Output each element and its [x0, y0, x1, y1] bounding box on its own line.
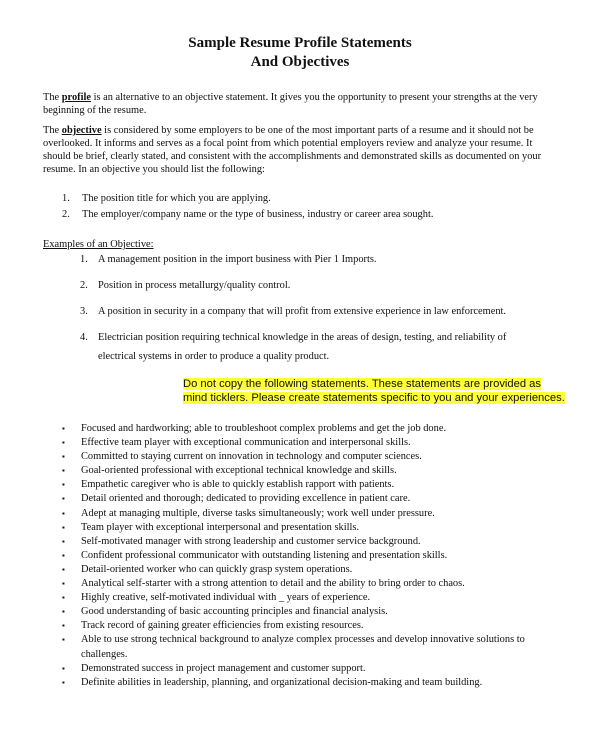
list-item: [62, 192, 532, 205]
title-line-2: And Objectives: [250, 54, 350, 70]
bullet-icon: ▪: [62, 663, 65, 673]
bullet-text: Confident professional communicator with outstanding listening and presentation skills.: [81, 549, 448, 561]
list-item: [80, 328, 520, 366]
objective-keyword: objective: [61, 125, 102, 136]
bullet-item: [62, 676, 542, 690]
highlighted-note: [183, 377, 568, 405]
bullet-item: [62, 577, 542, 591]
objective-pre: The: [43, 125, 62, 136]
bullet-icon: ▪: [62, 508, 65, 518]
bullet-icon: ▪: [62, 677, 65, 687]
note-line-1: Do not copy the following statements. These statements are provided as: [183, 378, 541, 390]
bullet-text: Focused and hardworking; able to troubleshoot complex problems and get the job done.: [81, 423, 447, 434]
list-number: 1.: [80, 254, 88, 265]
page-title: [0, 34, 600, 72]
list-text: Electrician position requiring technical knowledge in the areas of design, testing, and reliability of electrical systems in order to produce a quality product.: [98, 332, 507, 362]
profile-keyword: profile: [61, 92, 92, 103]
bullet-icon: ▪: [62, 564, 65, 574]
bullet-text: Detail-oriented worker who can quickly grasp system operations.: [81, 563, 353, 575]
bullet-item: [62, 633, 542, 661]
examples-title: Examples of an Objective: [43, 239, 151, 250]
bullet-text: Analytical self-starter with a strong attention to detail and the ability to bring order to chaos.: [81, 578, 465, 590]
bullet-icon: ▪: [62, 438, 65, 448]
bullet-icon: ▪: [62, 579, 65, 589]
profile-paragraph: [43, 91, 543, 117]
bullet-item: [62, 563, 542, 577]
list-text: The employer/company name or the type of business, industry or career area sought.: [82, 209, 434, 220]
profile-pre: The: [43, 92, 62, 103]
bullet-text: Team player with exceptional interpersonal and presentation skills.: [81, 521, 359, 533]
bullet-text: Committed to staying current on innovation in technology and computer sciences.: [81, 451, 422, 463]
bullet-item: [62, 549, 542, 563]
bullet-item: [62, 521, 542, 535]
bullet-text: Able to use strong technical background to analyze complex processes and develop innovative solutions to challenges.: [81, 634, 525, 660]
objective-paragraph: [43, 124, 543, 176]
bullet-item: [62, 619, 542, 633]
bullet-item: [62, 478, 542, 492]
bullet-icon: ▪: [62, 536, 65, 546]
list-item: [80, 276, 520, 295]
list-number: 1.: [62, 193, 70, 204]
list-text: Position in process metallurgy/quality control.: [98, 280, 291, 291]
list-text: A position in security in a company that will profit from extensive experience in law enforcement.: [98, 306, 506, 317]
examples-colon: :: [150, 239, 154, 250]
objective-post: is considered by some employers to be one of the most important parts of a resume and it should not be overlooked. It informs and serves as a focal point from which potential employers review and analyze your resume. It should be brief, clearly stated, and consistent with the accomplishments and demonstrated skills as documented on your resume. In an objective you should list the following:: [43, 125, 542, 175]
bullet-text: Track record of gaining greater efficiencies from existing resources.: [81, 620, 364, 632]
list-item: [80, 302, 520, 321]
bullet-item: [62, 436, 542, 450]
list-number: 2.: [80, 280, 88, 291]
objective-requirements-list: [62, 192, 532, 224]
statement-bullet-list: [62, 422, 542, 690]
examples-list: [80, 250, 520, 373]
bullet-icon: ▪: [62, 424, 65, 433]
bullet-text: Detail oriented and thorough; dedicated to providing excellence in patient care.: [81, 493, 411, 505]
list-item: [80, 250, 520, 269]
bullet-text: Highly creative, self-motivated individual with _ years of experience.: [81, 592, 371, 604]
note-line-2: mind ticklers. Please create statements specific to you and your experiences.: [183, 392, 565, 404]
bullet-item: [62, 464, 542, 478]
bullet-icon: ▪: [62, 635, 65, 645]
bullet-icon: ▪: [62, 593, 65, 603]
bullet-icon: ▪: [62, 466, 65, 476]
bullet-text: Self-motivated manager with strong leadership and customer service background.: [81, 535, 421, 547]
list-item: [62, 208, 532, 221]
bullet-text: Goal-oriented professional with exceptional technical knowledge and skills.: [81, 465, 397, 477]
list-text: The position title for which you are applying.: [82, 193, 271, 204]
bullet-item: [62, 450, 542, 464]
bullet-icon: ▪: [62, 621, 65, 631]
bullet-item: [62, 662, 542, 676]
bullet-icon: ▪: [62, 550, 65, 560]
bullet-text: Definite abilities in leadership, planning, and organizational decision-making and team building.: [81, 676, 483, 688]
bullet-item: [62, 535, 542, 549]
bullet-item: [62, 605, 542, 619]
bullet-icon: ▪: [62, 522, 65, 532]
list-number: 3.: [80, 306, 88, 317]
bullet-item: [62, 492, 542, 506]
list-text: A management position in the import business with Pier 1 Imports.: [98, 254, 377, 265]
bullet-icon: ▪: [62, 480, 65, 490]
bullet-icon: ▪: [62, 452, 65, 462]
bullet-item: [62, 422, 542, 436]
bullet-text: Adept at managing multiple, diverse tasks simultaneously; work well under pressure.: [81, 507, 435, 519]
profile-post: is an alternative to an objective statement. It gives you the opportunity to present your strengths at the very beginning of the resume.: [43, 92, 538, 116]
bullet-item: [62, 507, 542, 521]
bullet-text: Demonstrated success in project management and customer support.: [81, 662, 366, 674]
bullet-item: [62, 591, 542, 605]
list-number: 4.: [80, 332, 88, 343]
bullet-text: Good understanding of basic accounting principles and financial analysis.: [81, 606, 388, 618]
bullet-icon: ▪: [62, 494, 65, 504]
bullet-icon: ▪: [62, 607, 65, 617]
bullet-text: Effective team player with exceptional communication and interpersonal skills.: [81, 437, 411, 449]
title-line-1: Sample Resume Profile Statements: [188, 35, 412, 51]
list-number: 2.: [62, 209, 70, 220]
bullet-text: Empathetic caregiver who is able to quickly establish rapport with patients.: [81, 479, 395, 491]
